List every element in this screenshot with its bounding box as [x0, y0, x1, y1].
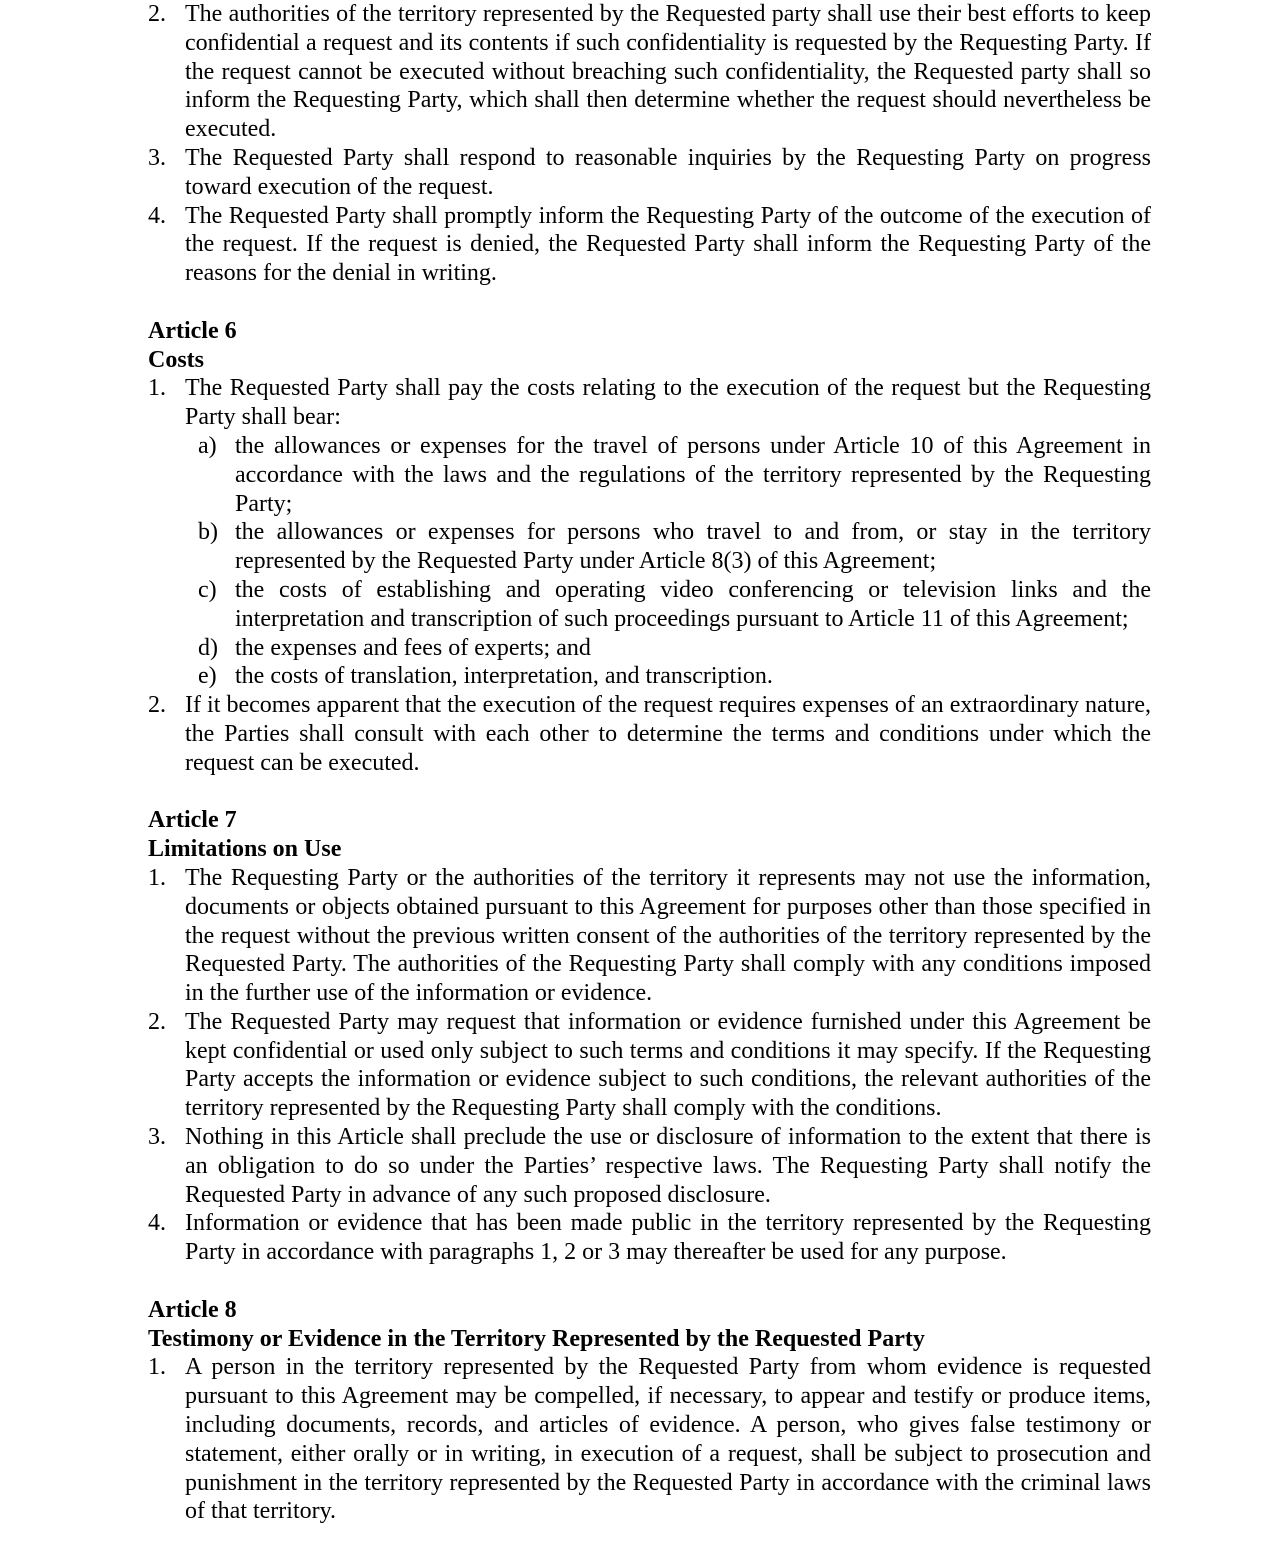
item-number: 3.: [148, 1124, 166, 1151]
item-text: The Requested Party shall promptly inform the Requesting Party of the outcome of the execution of the request. If the request is denied, the Requested Party shall inform the Requesting Party of the reasons for the denial in writing.: [185, 202, 1151, 287]
item-number: 2.: [148, 1, 166, 27]
article-number: Article 8: [148, 1296, 237, 1323]
article-7-list: [148, 864, 1151, 1267]
item-text: Information or evidence that has been made public in the territory represented by the Requesting Party in accordance with paragraphs 1, 2 or 3 may thereafter be used for any purpose.: [185, 1210, 1151, 1266]
article-6-list: [148, 374, 1151, 777]
item-number: 1.: [148, 1354, 166, 1381]
continued-article-list: [148, 0, 1151, 288]
article-6: [148, 317, 1151, 778]
article-title: Costs: [148, 346, 205, 373]
sub-item-text: the expenses and fees of experts; and: [235, 634, 591, 661]
sub-list-item: [198, 518, 1151, 576]
item-number: 2.: [148, 1008, 166, 1035]
list-item: [148, 144, 1151, 202]
list-item: [148, 0, 1151, 144]
item-text: The Requested Party shall pay the costs relating to the execution of the request but the Requesting Party shall bear:: [185, 375, 1151, 431]
sub-item-letter: d): [198, 634, 218, 661]
list-item: [148, 1123, 1151, 1209]
sub-list-item: [198, 576, 1151, 634]
article-number: Article 6: [148, 317, 237, 344]
article-number: Article 7: [148, 807, 237, 834]
article-7: [148, 806, 1151, 1267]
article-8: [148, 1296, 1151, 1526]
item-number: 1.: [148, 864, 166, 891]
item-number: 4.: [148, 202, 166, 229]
item-number: 3.: [148, 144, 166, 171]
sub-list-item: [198, 634, 1151, 663]
list-item: [148, 202, 1151, 288]
item-text: If it becomes apparent that the execution of the request requires expenses of an extraordinary nature, the Parties shall consult with each other to determine the terms and conditions under which the request can be executed.: [185, 692, 1151, 776]
document-page: [148, 0, 1151, 1526]
item-text: A person in the territory represented by the Requested Party from whom evidence is requested pursuant to this Agreement may be compelled, if necessary, to appear and testify or produce items, including documents, records, and articles of evidence. A person, who gives false testimony or statement, either orally or in writing, in execution of a request, shall be subject to prosecution and punishment in the territory represented by the Requested Party in accordance with the criminal laws of that territory.: [185, 1354, 1151, 1525]
list-item: [148, 374, 1151, 691]
item-number: 1.: [148, 375, 166, 402]
sub-item-text: the allowances or expenses for the travel of persons under Article 10 of this Agreement in accordance with the laws and the regulations of the territory represented by the Requesting Party;: [235, 432, 1151, 517]
list-item: [148, 691, 1151, 777]
sub-item-text: the allowances or expenses for persons who travel to and from, or stay in the territory represented by the Requested Party under Article 8(3) of this Agreement;: [235, 519, 1151, 575]
sub-item-letter: b): [198, 519, 218, 546]
list-item: [148, 864, 1151, 1008]
item-text: The authorities of the territory represented by the Requested party shall use their best efforts to keep confidential a request and its contents if such confidentiality is requested by the Requesting Party. If the request cannot be executed without breaching such confidentiality, the Requested party shall so inform the Requesting Party, which shall then determine whether the request should nevertheless be executed.: [185, 1, 1151, 143]
sub-item-text: the costs of establishing and operating video conferencing or television links and the interpretation and transcription of such proceedings pursuant to Article 11 of this Agreement;: [235, 576, 1151, 632]
item-number: 2.: [148, 692, 166, 719]
item-text: The Requesting Party or the authorities of the territory it represents may not use the information, documents or objects obtained pursuant to this Agreement for purposes other than those specified in the request without the previous written consent of the authorities of the territory represented by the Requested Party. The authorities of the Requesting Party shall comply with any conditions imposed in the further use of the information or evidence.: [185, 864, 1151, 1007]
article-8-list: [148, 1353, 1151, 1526]
sub-item-letter: a): [198, 432, 217, 459]
sub-list-item: [198, 432, 1151, 518]
list-item: [148, 1209, 1151, 1267]
sub-item-text: the costs of translation, interpretation, and transcription.: [235, 663, 773, 690]
sub-list-item: [198, 662, 1151, 691]
item-text: Nothing in this Article shall preclude the use or disclosure of information to the extent that there is an obligation to do so under the Parties’ respective laws. The Requesting Party shall notify the Requested Party in advance of any such proposed disclosure.: [185, 1124, 1151, 1208]
sub-item-letter: e): [198, 663, 217, 690]
sub-list: [198, 432, 1151, 691]
sub-item-letter: c): [198, 576, 217, 603]
list-item: [148, 1353, 1151, 1526]
article-title: Limitations on Use: [148, 836, 342, 863]
item-text: The Requested Party may request that information or evidence furnished under this Agreement be kept confidential or used only subject to such terms and conditions it may specify. If the Requesting Party accepts the information or evidence subject to such conditions, the relevant authorities of the territory represented by the Requesting Party shall comply with the conditions.: [185, 1008, 1151, 1122]
article-title: Testimony or Evidence in the Territory Represented by the Requested Party: [148, 1325, 925, 1352]
item-text: The Requested Party shall respond to reasonable inquiries by the Requesting Party on progress toward execution of the request.: [185, 144, 1151, 200]
item-number: 4.: [148, 1210, 166, 1237]
list-item: [148, 1008, 1151, 1123]
